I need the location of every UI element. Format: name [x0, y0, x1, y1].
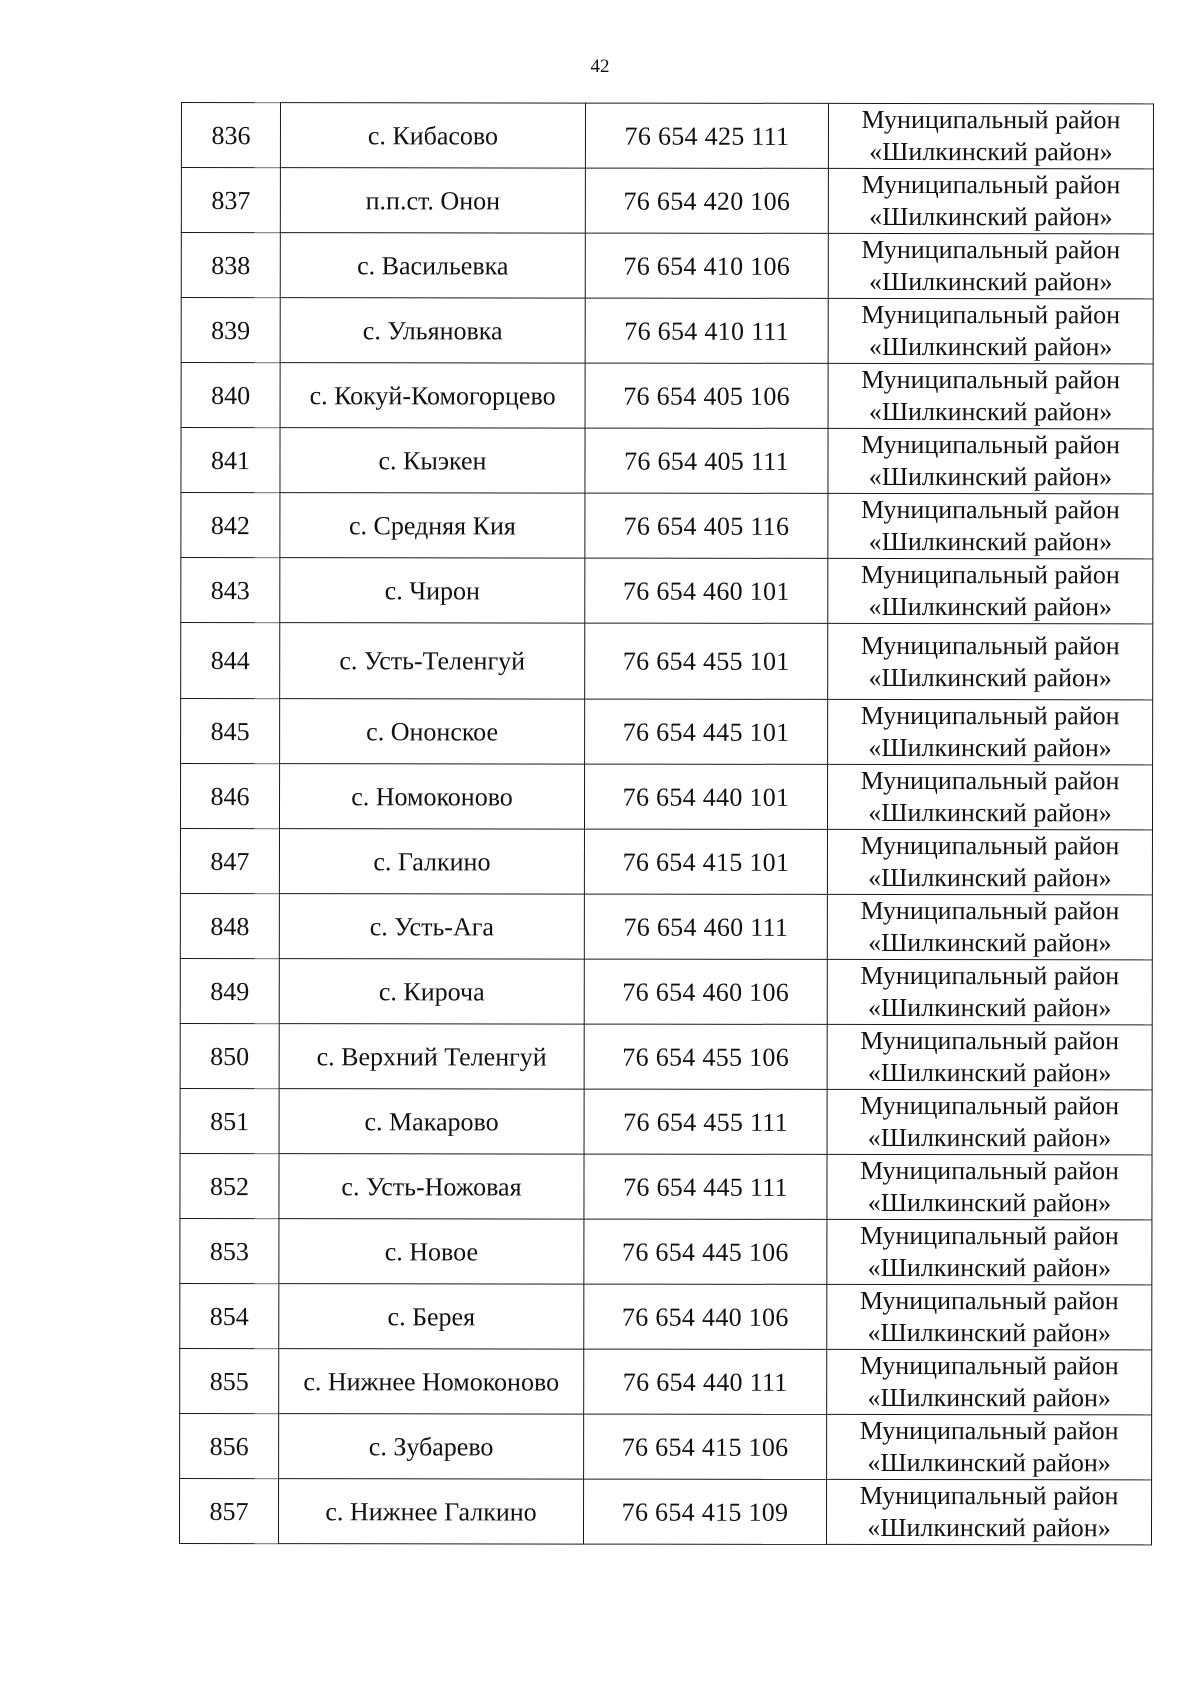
settlement-name: п.п.ст. Онон	[280, 168, 585, 233]
settlement-name: с. Усть-Теленгуй	[280, 623, 585, 699]
row-number: 855	[180, 1348, 279, 1413]
row-number: 852	[180, 1153, 279, 1218]
oktmo-code: 76 654 410 111	[585, 298, 828, 363]
row-number: 844	[181, 623, 280, 699]
row-number: 838	[181, 233, 280, 298]
municipality	[828, 493, 1153, 558]
row-number: 853	[180, 1218, 279, 1283]
municipality-line-1: Муниципальный район	[859, 1415, 1119, 1446]
settlement-name: с. Берея	[279, 1284, 584, 1349]
row-number: 839	[181, 298, 280, 363]
municipality-line-1: Муниципальный район	[860, 1025, 1120, 1056]
oktmo-code: 76 654 440 101	[584, 764, 827, 829]
municipality	[828, 298, 1153, 363]
municipality-line-1: Муниципальный район	[860, 1155, 1119, 1186]
row-number: 846	[180, 764, 279, 829]
settlement-name: с. Галкино	[279, 829, 584, 894]
municipality-line-2: «Шилкинский район»	[867, 992, 1112, 1023]
settlement-name: с. Зубарево	[279, 1414, 584, 1479]
table-row	[181, 168, 1153, 234]
municipality-line-1: Муниципальный район	[861, 494, 1120, 525]
municipality-line-1: Муниципальный район	[860, 765, 1120, 796]
municipality-line-2: «Шилкинский район»	[868, 927, 1112, 958]
row-number: 849	[180, 958, 279, 1023]
municipality-line-1: Муниципальный район	[860, 1090, 1120, 1121]
oktmo-code: 76 654 440 111	[584, 1349, 827, 1414]
municipality-line-1: Муниципальный район	[859, 1480, 1119, 1511]
municipality	[828, 103, 1153, 168]
municipality-line-2: «Шилкинский район»	[867, 1057, 1112, 1088]
municipality-line-2: «Шилкинский район»	[868, 862, 1112, 893]
municipality-line-1: Муниципальный район	[859, 1350, 1119, 1381]
settlement-name: с. Чирон	[280, 558, 585, 623]
oktmo-code: 76 654 410 106	[585, 233, 828, 298]
settlements-table	[179, 102, 1154, 1545]
row-number: 845	[181, 699, 280, 764]
row-number: 857	[179, 1478, 278, 1543]
oktmo-code: 76 654 460 101	[585, 558, 828, 623]
municipality-line-1: Муниципальный район	[860, 830, 1120, 861]
municipality	[828, 558, 1153, 623]
municipality-line-1: Муниципальный район	[861, 234, 1121, 265]
row-number: 842	[181, 493, 280, 558]
municipality-line-2: «Шилкинский район»	[868, 331, 1113, 362]
municipality-line-2: «Шилкинский район»	[867, 1317, 1112, 1348]
table-row	[181, 298, 1153, 364]
table-row	[180, 1348, 1152, 1414]
municipality-line-1: Муниципальный район	[859, 1220, 1119, 1251]
settlement-name: с. Новое	[279, 1219, 584, 1284]
settlement-name: с. Средняя Кия	[280, 493, 585, 558]
oktmo-code: 76 654 415 101	[584, 829, 827, 894]
municipality	[828, 168, 1153, 233]
oktmo-code: 76 654 455 101	[585, 623, 828, 699]
municipality-line-2: «Шилкинский район»	[868, 732, 1112, 763]
municipality	[827, 1089, 1152, 1154]
municipality-line-1: Муниципальный район	[860, 700, 1120, 731]
municipality	[827, 1284, 1152, 1349]
oktmo-code: 76 654 405 106	[585, 363, 828, 428]
oktmo-code: 76 654 425 111	[585, 103, 828, 168]
table-row	[181, 623, 1153, 700]
municipality-line-2: «Шилкинский район»	[867, 1512, 1111, 1543]
municipality-line-2: «Шилкинский район»	[867, 1122, 1112, 1153]
row-number: 847	[180, 829, 279, 894]
municipality-line-1: Муниципальный район	[861, 299, 1121, 330]
municipality	[826, 1479, 1151, 1544]
settlement-name: с. Ононское	[280, 699, 585, 764]
municipality	[827, 829, 1152, 894]
settlement-name: с. Васильевка	[280, 233, 585, 298]
row-number: 836	[181, 103, 280, 168]
municipality-line-2: «Шилкинский район»	[868, 461, 1113, 492]
municipality-line-1: Муниципальный район	[860, 630, 1120, 660]
row-number: 843	[181, 558, 280, 623]
settlement-name: с. Усть-Ага	[279, 894, 584, 959]
settlement-name: с. Нижнее Номоконово	[279, 1349, 584, 1414]
municipality-line-2: «Шилкинский район»	[867, 1187, 1112, 1218]
settlement-name: с. Усть-Ножовая	[279, 1154, 584, 1219]
oktmo-code: 76 654 455 106	[584, 1024, 827, 1089]
oktmo-code: 76 654 445 111	[584, 1154, 827, 1219]
table-row	[180, 1283, 1152, 1349]
settlement-name: с. Ульяновка	[280, 298, 585, 363]
municipality-line-2: «Шилкинский район»	[868, 526, 1113, 557]
row-number: 837	[181, 168, 280, 233]
table-row	[180, 829, 1152, 895]
municipality	[827, 894, 1152, 959]
municipality	[828, 699, 1153, 764]
municipality-line-2: «Шилкинский район»	[867, 1382, 1111, 1413]
table-row	[181, 363, 1153, 429]
settlement-name: с. Кибасово	[280, 103, 585, 168]
settlement-name: с. Номоконово	[279, 764, 584, 829]
oktmo-code: 76 654 405 116	[585, 493, 828, 558]
municipality-line-2: «Шилкинский район»	[867, 1252, 1112, 1283]
municipality-line-2: «Шилкинский район»	[869, 136, 1113, 167]
settlement-name: с. Кыэкен	[280, 428, 585, 493]
row-number: 856	[180, 1413, 279, 1478]
oktmo-code: 76 654 440 106	[584, 1284, 827, 1349]
municipality	[827, 1414, 1152, 1479]
settlement-name: с. Кокуй-Комогорцево	[280, 363, 585, 428]
table-row	[180, 764, 1152, 830]
municipality	[828, 363, 1153, 428]
row-number: 854	[180, 1283, 279, 1348]
page-number: 42	[590, 56, 610, 77]
settlement-name: с. Нижнее Галкино	[278, 1479, 583, 1544]
oktmo-code: 76 654 415 106	[584, 1414, 827, 1479]
table-row	[180, 1218, 1152, 1284]
municipality-line-1: Муниципальный район	[860, 895, 1120, 926]
table-row	[181, 428, 1153, 494]
municipality-line-1: Муниципальный район	[861, 429, 1120, 460]
municipality	[827, 1024, 1152, 1089]
table-row	[181, 493, 1153, 559]
municipality	[827, 764, 1152, 829]
municipality-line-1: Муниципальный район	[861, 104, 1121, 135]
municipality-line-2: «Шилкинский район»	[868, 662, 1112, 692]
municipality-line-1: Муниципальный район	[861, 169, 1121, 200]
oktmo-code: 76 654 455 111	[584, 1089, 827, 1154]
municipality-line-2: «Шилкинский район»	[868, 797, 1112, 828]
table-row	[181, 233, 1153, 299]
table-row	[180, 1023, 1152, 1089]
oktmo-code: 76 654 415 109	[583, 1479, 826, 1544]
municipality	[828, 233, 1153, 298]
municipality	[827, 1219, 1152, 1284]
settlement-name: с. Макарово	[279, 1089, 584, 1154]
municipality-line-2: «Шилкинский район»	[869, 201, 1113, 232]
municipality-line-1: Муниципальный район	[860, 559, 1120, 590]
row-number: 850	[180, 1023, 279, 1088]
table-row	[180, 1088, 1152, 1154]
municipality-line-1: Муниципальный район	[861, 364, 1121, 395]
municipality	[827, 1154, 1152, 1219]
settlement-name: с. Кироча	[279, 959, 584, 1024]
table-row	[181, 699, 1153, 765]
table-row	[180, 1153, 1152, 1219]
row-number: 840	[181, 363, 280, 428]
row-number: 841	[181, 428, 280, 493]
table-row	[179, 1478, 1151, 1544]
table-body	[179, 103, 1153, 1545]
oktmo-code: 76 654 445 101	[585, 699, 828, 764]
table-row	[181, 558, 1153, 624]
table-row	[180, 1413, 1152, 1479]
oktmo-code: 76 654 405 111	[585, 428, 828, 493]
table-row	[180, 958, 1152, 1024]
oktmo-code: 76 654 420 106	[585, 168, 828, 233]
settlement-name: с. Верхний Теленгуй	[279, 1024, 584, 1089]
table-row	[181, 103, 1153, 169]
municipality-line-1: Муниципальный район	[860, 960, 1120, 991]
oktmo-code: 76 654 460 111	[584, 894, 827, 959]
table-row	[180, 893, 1152, 959]
municipality	[827, 1349, 1152, 1414]
row-number: 851	[180, 1088, 279, 1153]
oktmo-code: 76 654 460 106	[584, 959, 827, 1024]
oktmo-code: 76 654 445 106	[584, 1219, 827, 1284]
municipality-line-1: Муниципальный район	[859, 1285, 1119, 1316]
municipality	[828, 623, 1153, 699]
municipality-line-2: «Шилкинский район»	[868, 266, 1113, 297]
municipality-line-2: «Шилкинский район»	[868, 396, 1113, 427]
row-number: 848	[180, 893, 279, 958]
municipality-line-2: «Шилкинский район»	[868, 591, 1113, 622]
municipality	[827, 959, 1152, 1024]
municipality-line-2: «Шилкинский район»	[867, 1447, 1111, 1478]
municipality	[828, 428, 1153, 493]
